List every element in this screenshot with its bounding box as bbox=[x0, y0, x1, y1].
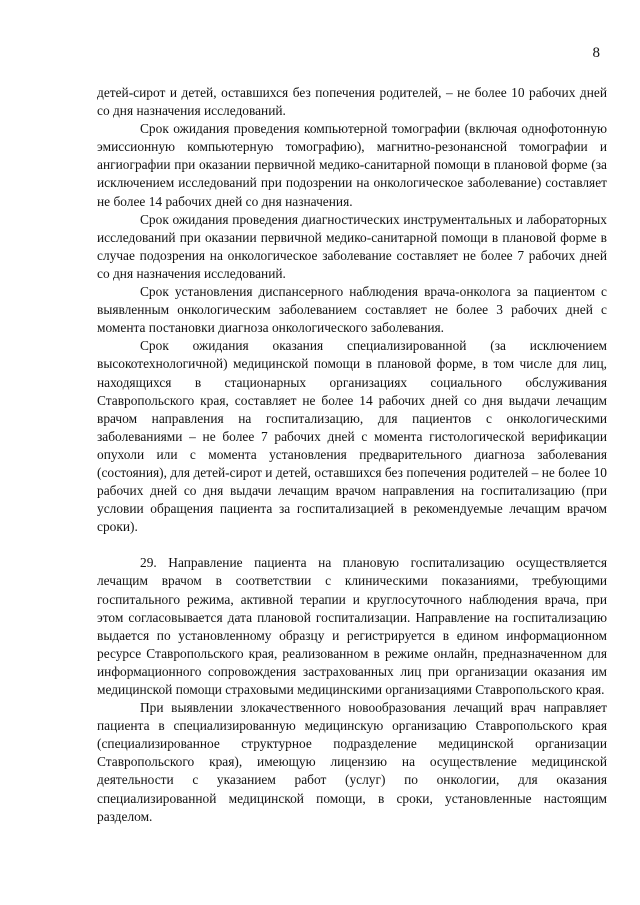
document-body bbox=[97, 84, 607, 826]
page-number: 8 bbox=[592, 45, 600, 61]
paragraph-diagnostic-oncology-waiting: Срок ожидания проведения диагностических инструментальных и лабораторных исследований при оказании первичной медико-санитарной помощи в плановой форме в случае подозрения на онкологическое заболевание составляет не более 7 рабочих дней со дня назначения исследований. bbox=[97, 211, 607, 281]
paragraph-specialized-care-waiting: Срок ожидания оказания специализированной (за исключением высокотехнологичной) медицинской помощи в плановой форме, в том числе для лиц, находящихся в стационарных организациях социального обслуживания Ставропольского края, составляет не более 14 рабочих дней со дня выдачи лечащим врачом направления на госпитализацию, для пациентов с онкологическими заболеваниями – не более 7 рабочих дней с момента гистологической верификации опухоли или с момента установления предварительного диагноза заболевания (состояния), для детей-сирот и детей, оставшихся без попечения родителей – не более 10 рабочих дней со дня выдачи лечащим врачом направления на госпитализацию (при условии обращения пациента за госпитализацией в рекомендуемые лечащим врачом сроки). bbox=[97, 338, 607, 535]
paragraph-dispensary-observation: Срок установления диспансерного наблюдения врача-онколога за пациентом с выявленным онкологическим заболеванием составляет не более 3 рабочих дней с момента постановки диагноза онкологического заболевания. bbox=[97, 284, 607, 336]
paragraph-section-29: 29. Направление пациента на плановую госпитализацию осуществляется лечащим врачом в соответствии с клиническими показаниями, требующими госпитального режима, активной терапии и круглосуточного наблюдения врача, при этом согласовывается дата плановой госпитализации. Направление на госпитализацию выдается по установленному образцу и регистрируется в едином информационном ресурсе Ставропольского края, реализованном в режиме онлайн, предназначенном для информационного сопровождения застрахованных лиц при организации оказания им медицинской помощи страховыми медицинскими организациями Ставропольского края. bbox=[97, 555, 607, 697]
paragraph-continuation: детей-сирот и детей, оставшихся без попечения родителей, – не более 10 рабочих дней со дня назначения исследований. bbox=[97, 85, 607, 119]
paragraph-ct-mri-waiting: Срок ожидания проведения компьютерной томографии (включая однофотонную эмиссионную компьютерную томографию), магнитно-резонансной томографии и ангиографии при оказании первичной медико-санитарной помощи в плановой форме (за исключением исследований при подозрении на онкологическое заболевание) составляет не более 14 рабочих дней со дня назначения. bbox=[97, 121, 607, 209]
paragraph-malignant-neoplasm-referral: При выявлении злокачественного новообразования лечащий врач направляет пациента в специализированную медицинскую организацию Ставропольского края (специализированное структурное подразделение медицинской организации Ставропольского края), имеющую лицензию на осуществление медицинской деятельности с указанием работ (услуг) по онкологии, для оказания специализированной медицинской помощи, в сроки, установленные настоящим разделом. bbox=[97, 700, 607, 824]
